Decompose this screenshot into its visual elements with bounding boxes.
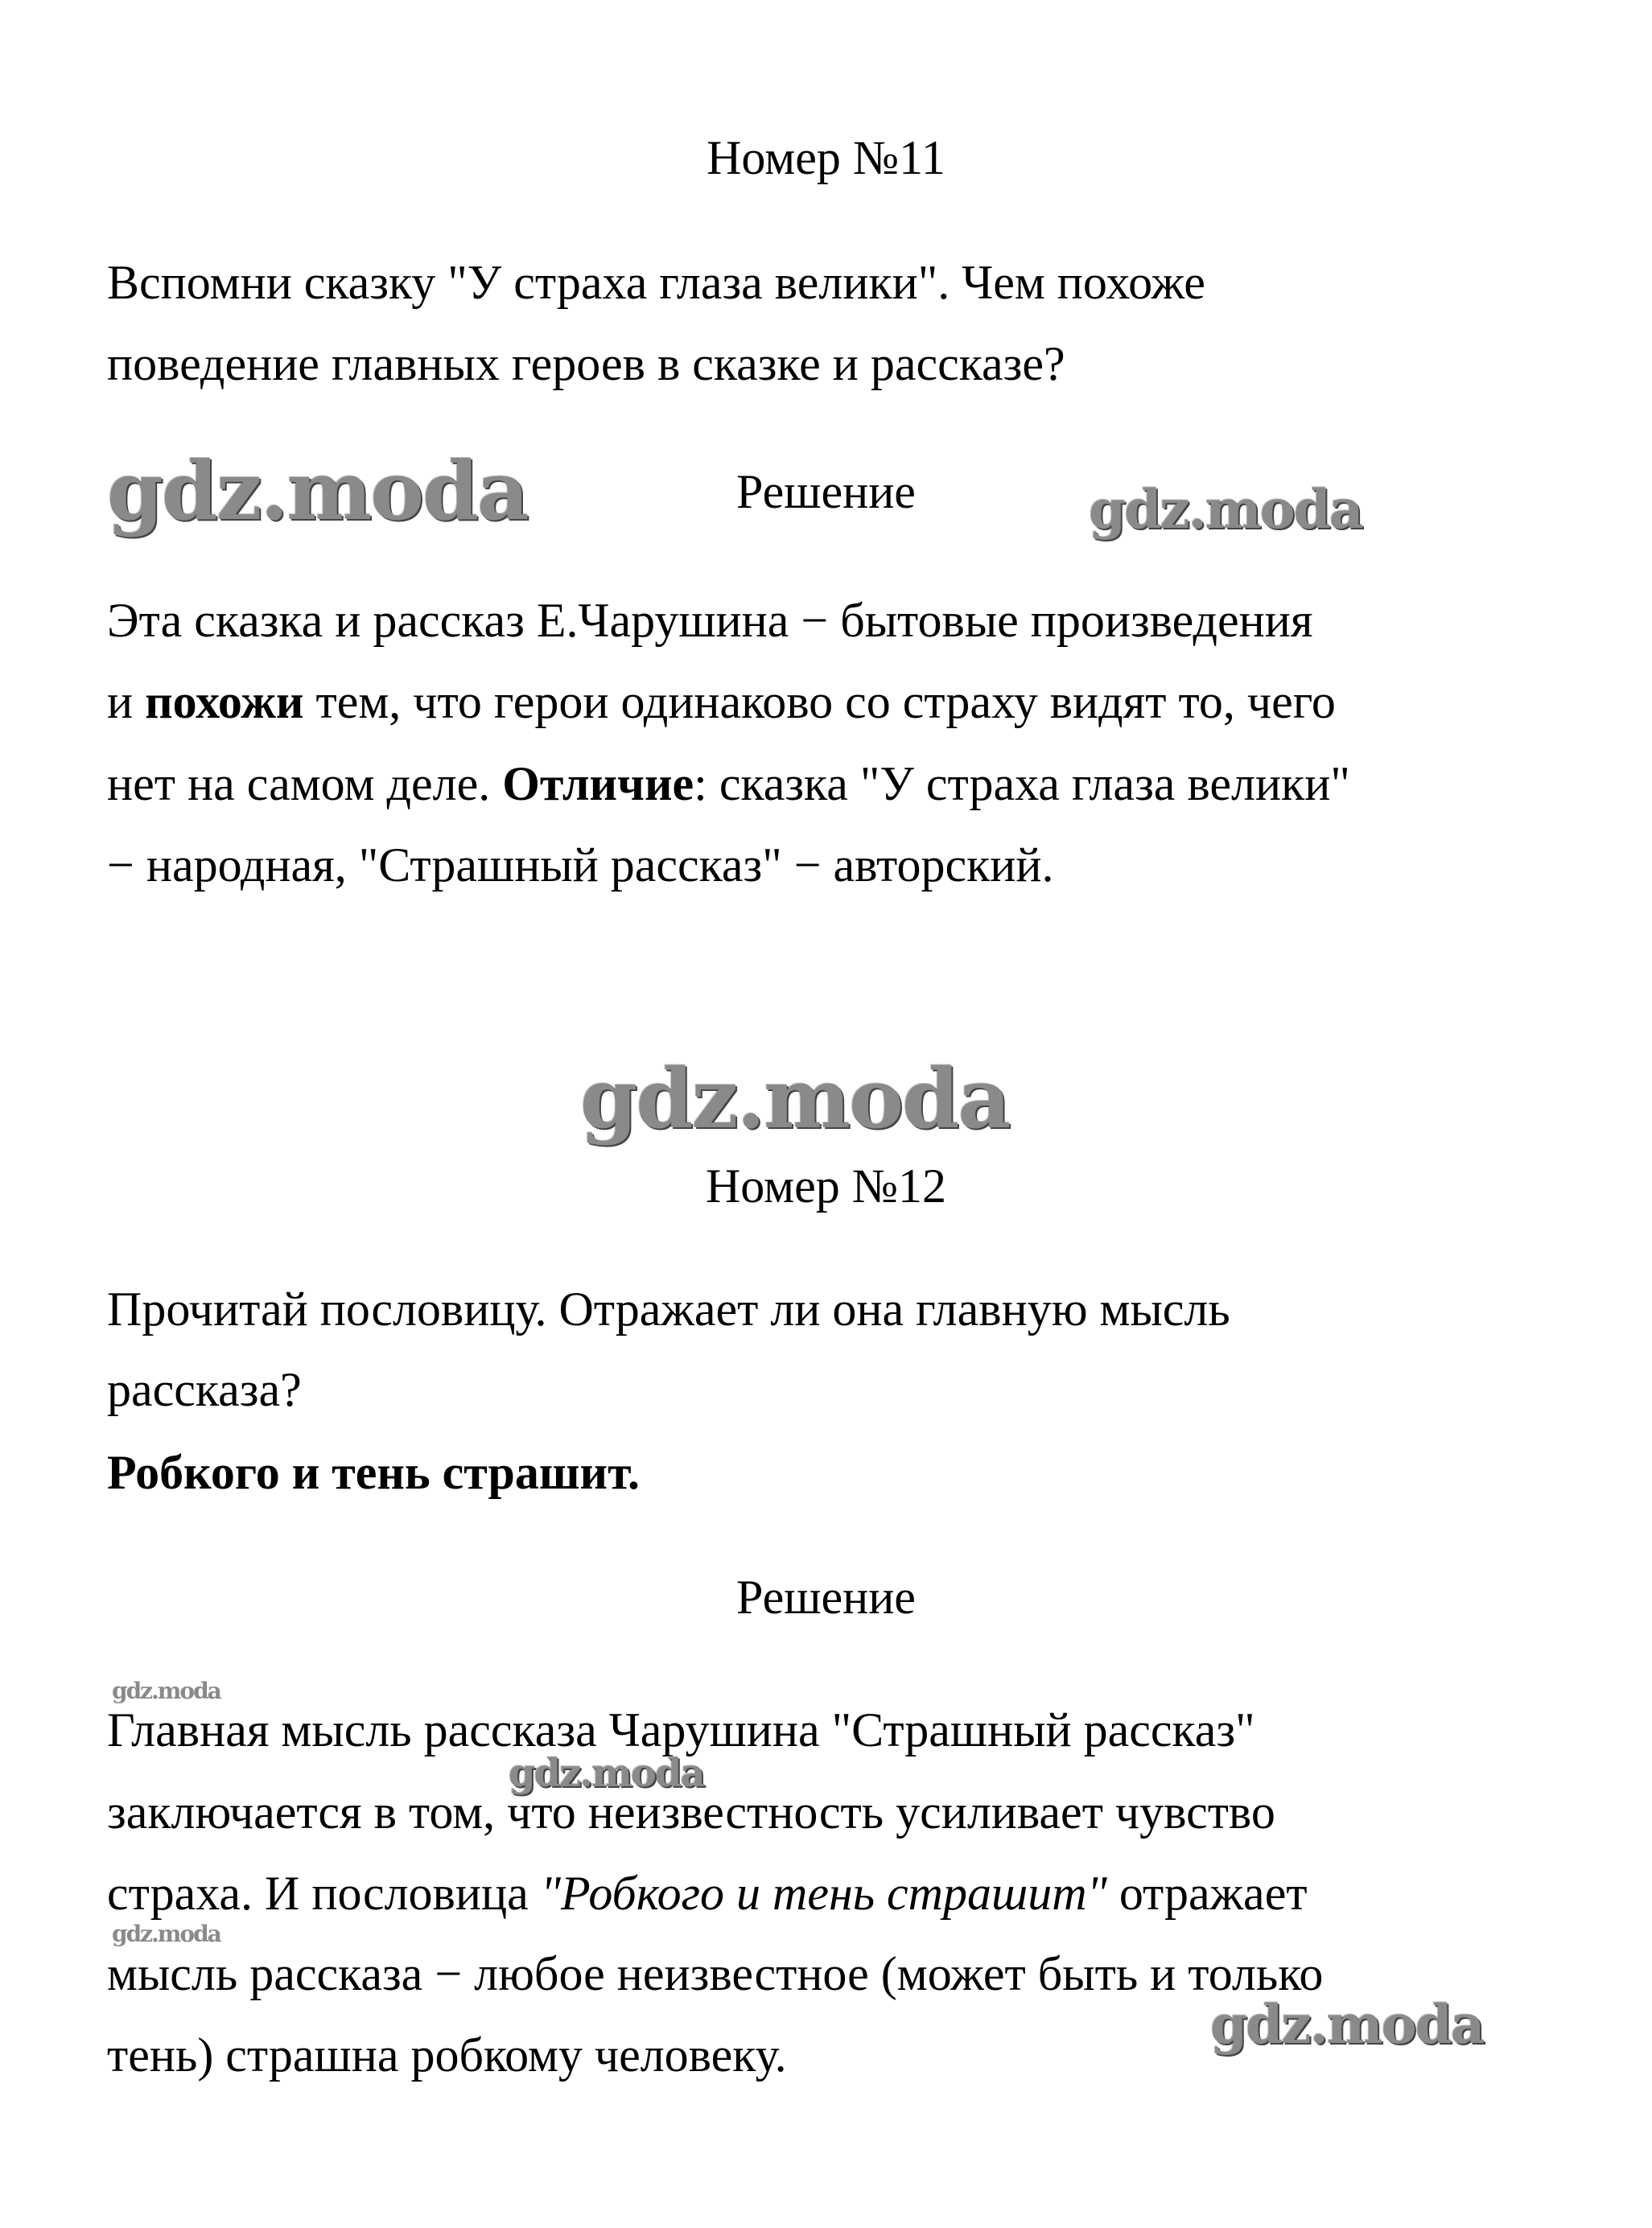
answer-line: заключается в том, что неизвестность усиливает чувство bbox=[107, 1785, 1275, 1839]
watermark: gdz.moda bbox=[107, 443, 528, 538]
watermark: gdz.moda bbox=[112, 1921, 220, 1947]
answer-line: − народная, "Страшный рассказ" − авторский. bbox=[107, 838, 1054, 892]
italic-quote: "Робкого и тень страшит" bbox=[540, 1867, 1107, 1920]
watermark: gdz.moda bbox=[1089, 478, 1362, 541]
watermark: gdz.moda bbox=[580, 1051, 1010, 1147]
task-11-title: Номер №11 bbox=[707, 131, 945, 184]
watermark: gdz.moda bbox=[1210, 1993, 1484, 2056]
bold-text: Отличие bbox=[502, 757, 694, 810]
question-line: Прочитай пословицу. Отражает ли она главную мысль bbox=[107, 1283, 1230, 1336]
solution-label: Решение bbox=[736, 1571, 916, 1624]
text: тем, что герои одинаково со страху видят то, чего bbox=[303, 675, 1336, 728]
question-line: рассказа? bbox=[107, 1363, 302, 1416]
text: и bbox=[107, 675, 146, 728]
text: нет на самом деле. bbox=[107, 757, 503, 810]
text: страха. И пословица bbox=[107, 1867, 541, 1920]
answer-line: тень) страшна робкому человеку. bbox=[107, 2028, 787, 2082]
solution-label: Решение bbox=[736, 465, 916, 518]
answer-line: Главная мысль рассказа Чарушина "Страшный рассказ" bbox=[107, 1703, 1255, 1756]
bold-text: похожи bbox=[145, 675, 304, 728]
text: отражает bbox=[1106, 1867, 1308, 1920]
text: : сказка "У страха глаза велики" bbox=[694, 757, 1350, 810]
answer-line: мысль рассказа − любое неизвестное (может быть и только bbox=[107, 1947, 1324, 2000]
answer-line bbox=[107, 661, 1336, 742]
answer-line: Эта сказка и рассказ Е.Чарушина − бытовые произведения bbox=[107, 594, 1313, 647]
watermark: gdz.moda bbox=[509, 1751, 704, 1796]
watermark: gdz.moda bbox=[112, 1678, 220, 1704]
question-line: поведение главных героев в сказке и рассказе? bbox=[107, 337, 1065, 390]
answer-line bbox=[107, 743, 1350, 824]
proverb: Робкого и тень страшит. bbox=[107, 1446, 641, 1499]
task-12-title: Номер №12 bbox=[705, 1159, 947, 1213]
answer-line bbox=[107, 1853, 1308, 1934]
question-line: Вспомни сказку "У страха глаза велики". Чем похоже bbox=[107, 256, 1205, 309]
